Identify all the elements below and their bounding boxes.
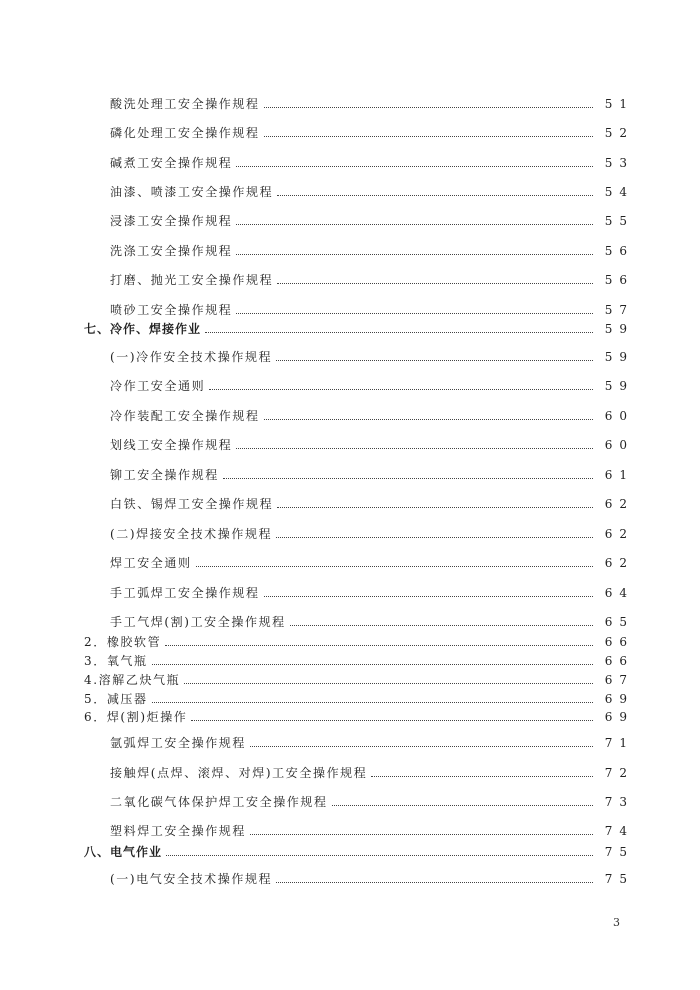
toc-heading-entry[interactable] [0, 317, 700, 337]
toc-entry-page: 54 [604, 185, 634, 199]
toc-entry-label: 氩弧焊工安全操作规程 [110, 736, 247, 750]
toc-entry[interactable] [0, 790, 700, 810]
toc-entry-page: 52 [604, 126, 634, 140]
toc-entry-label: (一)冷作安全技术操作规程 [110, 350, 273, 364]
toc-heading-entry[interactable] [0, 840, 700, 860]
toc-entry-label: 6．焊(割)炬操作 [84, 710, 188, 724]
toc-entry-label: 接触焊(点焊、滚焊、对焊)工安全操作规程 [110, 766, 368, 780]
dot-leader [332, 805, 593, 806]
toc-entry-page: 59 [604, 379, 634, 393]
toc-entry-page: 69 [604, 710, 634, 724]
toc-entry[interactable] [0, 239, 700, 259]
toc-entry-page: 66 [604, 635, 634, 649]
toc-entry-page: 69 [604, 692, 634, 706]
toc-entry[interactable] [0, 522, 700, 542]
toc-entry-label: 3．氧气瓶 [84, 654, 148, 668]
toc-entry-label: 二氧化碳气体保护焊工安全操作规程 [110, 795, 328, 809]
dot-leader [277, 283, 593, 284]
toc-entry-page: 72 [604, 766, 634, 780]
toc-entry-page: 62 [604, 556, 634, 570]
dot-leader [236, 448, 593, 449]
toc-entry-label: 铆工安全操作规程 [110, 468, 219, 482]
toc-entry-page: 75 [604, 872, 634, 886]
toc-entry-page: 75 [604, 845, 634, 859]
toc-entry-page: 57 [604, 303, 634, 317]
toc-entry-label: 碱煮工安全操作规程 [110, 156, 233, 170]
toc-entry-page: 64 [604, 586, 634, 600]
toc-entry-label: 酸洗处理工安全操作规程 [110, 97, 260, 111]
toc-entry[interactable] [0, 610, 700, 630]
toc-entry-page: 61 [604, 468, 634, 482]
toc-entry-page: 67 [604, 673, 634, 687]
toc-entry-page: 60 [604, 409, 634, 423]
dot-leader [264, 107, 593, 108]
dot-leader [191, 720, 593, 721]
dot-leader [166, 855, 593, 856]
dot-leader [264, 596, 593, 597]
dot-leader [276, 882, 593, 883]
toc-entry[interactable] [0, 731, 700, 751]
toc-entry[interactable] [0, 92, 700, 112]
toc-entry[interactable] [0, 433, 700, 453]
page-number: 3 [613, 916, 620, 929]
dot-leader [236, 313, 593, 314]
toc-entry[interactable] [0, 492, 700, 512]
toc-entry-label: 手工弧焊工安全操作规程 [110, 586, 260, 600]
toc-entry-label: 塑料焊工安全操作规程 [110, 824, 247, 838]
toc-entry-page: 65 [604, 615, 634, 629]
toc-entry-page: 60 [604, 438, 634, 452]
toc-entry-label: 打磨、抛光工安全操作规程 [110, 273, 274, 287]
toc-entry[interactable] [0, 668, 700, 688]
toc-entry-page: 74 [604, 824, 634, 838]
toc-entry[interactable] [0, 298, 700, 318]
toc-entry-label: 八、电气作业 [84, 845, 163, 859]
dot-leader [184, 683, 593, 684]
toc-entry[interactable] [0, 705, 700, 725]
toc-entry[interactable] [0, 630, 700, 650]
toc-entry-label: (二)焊接安全技术操作规程 [110, 527, 273, 541]
toc-entry[interactable] [0, 463, 700, 483]
toc-entry-label: 七、冷作、焊接作业 [84, 322, 202, 336]
dot-leader [223, 478, 593, 479]
dot-leader [371, 776, 593, 777]
toc-entry[interactable] [0, 649, 700, 669]
toc-entry-label: 浸漆工安全操作规程 [110, 214, 233, 228]
toc-entry-page: 56 [604, 273, 634, 287]
dot-leader [205, 332, 593, 333]
toc-entry-page: 59 [604, 350, 634, 364]
toc-entry-page: 53 [604, 156, 634, 170]
toc-entry[interactable] [0, 345, 700, 365]
toc-entry-page: 62 [604, 527, 634, 541]
dot-leader [209, 389, 593, 390]
toc-entry-label: 焊工安全通则 [110, 556, 192, 570]
toc-entry-label: 划线工安全操作规程 [110, 438, 233, 452]
dot-leader [276, 360, 593, 361]
dot-leader [264, 136, 593, 137]
toc-entry-label: 4.溶解乙炔气瓶 [84, 673, 181, 687]
toc-entry[interactable] [0, 268, 700, 288]
toc-entry-page: 62 [604, 497, 634, 511]
toc-entry[interactable] [0, 180, 700, 200]
dot-leader [152, 702, 593, 703]
toc-entry[interactable] [0, 209, 700, 229]
toc-entry-label: 油漆、喷漆工安全操作规程 [110, 185, 274, 199]
dot-leader [152, 664, 593, 665]
toc-entry-label: 5．减压器 [84, 692, 148, 706]
toc-entry[interactable] [0, 121, 700, 141]
toc-entry-page: 71 [604, 736, 634, 750]
dot-leader [277, 195, 593, 196]
dot-leader [264, 419, 593, 420]
toc-entry-page: 51 [604, 97, 634, 111]
toc-entry-page: 73 [604, 795, 634, 809]
toc-entry-label: 白铁、锡焊工安全操作规程 [110, 497, 274, 511]
toc-entry-label: 手工气焊(割)工安全操作规程 [110, 615, 286, 629]
dot-leader [290, 625, 593, 626]
dot-leader [236, 166, 593, 167]
toc-entry[interactable] [0, 867, 700, 887]
toc-entry-page: 56 [604, 244, 634, 258]
dot-leader [277, 507, 593, 508]
toc-entry[interactable] [0, 581, 700, 601]
toc-entry[interactable] [0, 374, 700, 394]
toc-entry[interactable] [0, 761, 700, 781]
toc-entry-page: 55 [604, 214, 634, 228]
dot-leader [250, 834, 593, 835]
dot-leader [236, 224, 593, 225]
toc-entry-label: 冷作装配工安全操作规程 [110, 409, 260, 423]
dot-leader [276, 537, 593, 538]
dot-leader [250, 746, 593, 747]
toc-entry[interactable] [0, 551, 700, 571]
toc-entry-label: 2．橡胶软管 [84, 635, 162, 649]
toc-entry-label: 冷作工安全通则 [110, 379, 206, 393]
dot-leader [165, 645, 593, 646]
toc-entry[interactable] [0, 151, 700, 171]
dot-leader [236, 254, 593, 255]
toc-entry-label: 喷砂工安全操作规程 [110, 303, 233, 317]
toc-entry-page: 66 [604, 654, 634, 668]
toc-entry-label: (一)电气安全技术操作规程 [110, 872, 273, 886]
toc-entry[interactable] [0, 687, 700, 707]
dot-leader [196, 566, 593, 567]
toc-entry-page: 59 [604, 322, 634, 336]
toc-entry[interactable] [0, 819, 700, 839]
toc-entry-label: 磷化处理工安全操作规程 [110, 126, 260, 140]
toc-entry[interactable] [0, 404, 700, 424]
toc-entry-label: 洗涤工安全操作规程 [110, 244, 233, 258]
